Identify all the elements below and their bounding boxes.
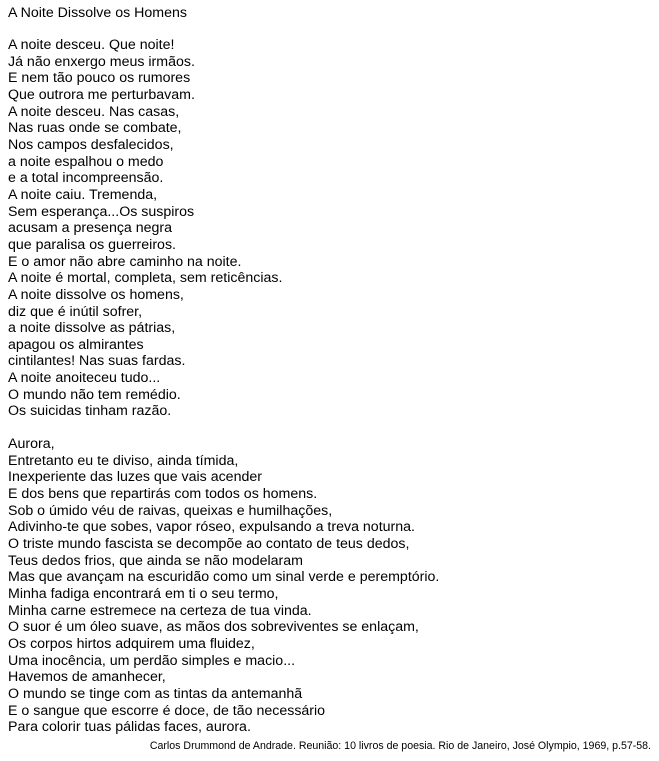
poem-line: O mundo não tem remédio. <box>8 386 181 403</box>
poem-line: A noite é mortal, completa, sem reticências. <box>8 270 283 287</box>
poem-line: a noite espalhou o medo <box>8 153 164 170</box>
poem-line: a noite dissolve as pátrias, <box>8 320 176 337</box>
poem-line: e a total incompreensão. <box>8 170 164 187</box>
poem-line: diz que é inútil sofrer, <box>8 303 143 320</box>
poem-line: A noite desceu. Nas casas, <box>8 103 180 120</box>
poem-line: Nos campos desfalecidos, <box>8 136 174 153</box>
poem-line: Aurora, <box>8 436 55 452</box>
poem-line: Sem esperança...Os suspiros <box>8 203 195 220</box>
poem-line: Inexperiente das luzes que vais acender <box>8 469 262 486</box>
poem-line: E o sangue que escorre é doce, de tão necessário <box>8 702 326 719</box>
poem-line: Sob o úmido véu de raivas, queixas e humilhações, <box>8 502 333 519</box>
poem-line: Mas que avançam na escuridão como um sinal verde e peremptório. <box>8 569 440 586</box>
poem-line: Para colorir tuas pálidas faces, aurora. <box>8 719 251 736</box>
poem-line: Nas ruas onde se combate, <box>8 120 182 137</box>
poem-line: que paralisa os guerreiros. <box>8 236 176 253</box>
poem-line: O mundo se tinge com as tintas da antemanhã <box>8 685 303 702</box>
poem-line: Teus dedos frios, que ainda se não modelaram <box>8 552 303 569</box>
poem-title: A Noite Dissolve os Homens <box>8 5 187 21</box>
poem-line: acusam a presença negra <box>8 220 173 237</box>
poem-line: E o amor não abre caminho na noite. <box>8 253 242 270</box>
poem-line: A noite caiu. Tremenda, <box>8 186 158 203</box>
poem-line: Minha carne estremece na certeza de tua vinda. <box>8 602 312 619</box>
poem-line: A noite anoiteceu tudo... <box>8 370 161 387</box>
poem-line: O suor é um óleo suave, as mãos dos sobreviventes se enlaçam, <box>8 619 419 636</box>
citation: Carlos Drummond de Andrade. Reunião: 10 livros de poesia. Rio de Janeiro, José Olympio, 1969, p.57-58. <box>149 740 651 752</box>
poem-line: Minha fadiga encontrará em ti o seu termo, <box>8 585 279 602</box>
stanza-1 <box>8 37 282 420</box>
poem-line: E dos bens que repartirás com todos os homens. <box>8 485 318 502</box>
poem-line: Uma inocência, um perdão simples e macio... <box>8 652 296 669</box>
poem-line: Havemos de amanhecer, <box>8 669 166 686</box>
poem-line: Os suicidas tinham razão. <box>8 403 172 420</box>
poem-line: O triste mundo fascista se decompõe ao contato de teus dedos, <box>8 535 410 552</box>
poem-line: Adivinho-te que sobes, vapor róseo, expulsando a treva noturna. <box>8 519 415 536</box>
poem-line: Que outrora me perturbavam. <box>8 86 195 103</box>
poem-line: Entretanto eu te diviso, ainda tímida, <box>8 452 239 469</box>
poem-line: Já não enxergo meus irmãos. <box>8 53 195 70</box>
poem-line: A noite desceu. Que noite! <box>8 37 175 53</box>
poem-line: apagou os almirantes <box>8 336 144 353</box>
poem-line: Os corpos hirtos adquirem uma fluidez, <box>8 635 255 652</box>
stanza-2 <box>8 436 439 736</box>
poem-line: A noite dissolve os homens, <box>8 286 184 303</box>
poem-line: E nem tão pouco os rumores <box>8 70 191 87</box>
poem-line: cintilantes! Nas suas fardas. <box>8 353 186 370</box>
